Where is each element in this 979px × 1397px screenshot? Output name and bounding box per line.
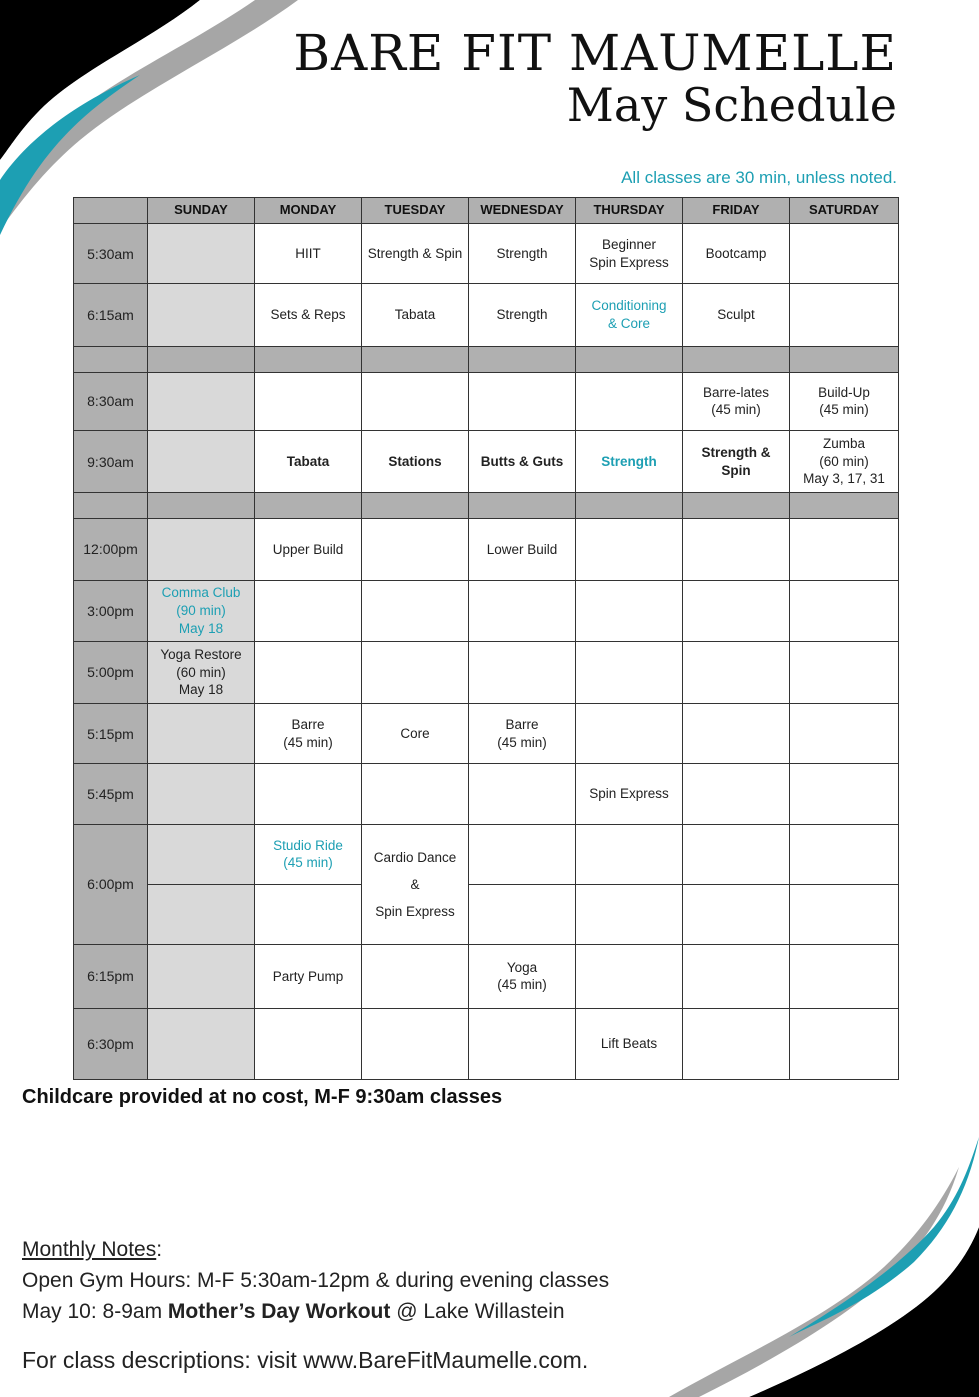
class-cell [790,704,899,764]
table-row [74,885,899,945]
table-row [74,764,899,824]
class-cell [148,824,255,884]
class-cell: Strength & Spin [362,224,469,284]
class-cell [148,885,255,945]
class-cell: Barre (45 min) [469,704,576,764]
class-duration-note: All classes are 30 min, unless noted. [621,168,897,187]
class-cell: HIIT [255,224,362,284]
class-cell [790,519,899,580]
time-cell: 6:15am [74,284,148,346]
monthly-notes-colon: : [156,1238,163,1261]
class-cell [148,224,255,284]
class-cell [576,372,683,430]
monthly-notes-heading-line [22,1234,609,1265]
class-cell: Barre-lates (45 min) [683,372,790,430]
table-row [74,641,899,703]
class-cell: Cardio Dance & Spin Express [362,824,469,945]
class-cell [683,885,790,945]
time-cell: 12:00pm [74,519,148,580]
separator-row [74,346,899,372]
class-cell: Sets & Reps [255,284,362,346]
day-header-monday: MONDAY [255,198,362,224]
table-row [74,1008,899,1079]
class-cell [790,284,899,346]
class-cell [683,764,790,824]
gym-name-title: BARE FIT MAUMELLE [293,24,897,82]
event-line [22,1296,609,1327]
class-cell [576,641,683,703]
class-cell [148,284,255,346]
class-cell: Studio Ride (45 min) [255,824,362,884]
class-cell: Stations [362,431,469,493]
event-name: Mother’s Day Workout [167,1300,391,1323]
class-cell [683,1008,790,1079]
table-row [74,580,899,641]
class-cell: Strength [469,284,576,346]
class-cell [683,704,790,764]
class-cell [790,224,899,284]
class-schedule-table [73,197,899,1080]
time-cell: 6:00pm [74,824,148,945]
schedule-month-title: May Schedule [566,78,897,132]
class-cell: Butts & Guts [469,431,576,493]
class-cell [362,945,469,1008]
class-cell: Zumba (60 min) May 3, 17, 31 [790,431,899,493]
class-cell [148,1008,255,1079]
class-cell: Beginner Spin Express [576,224,683,284]
event-date: May 10: 8-9am [22,1300,168,1323]
class-cell [790,945,899,1008]
time-cell: 5:00pm [74,641,148,703]
class-descriptions-link[interactable]: For class descriptions: visit www.BareFitMaumelle.com. [22,1347,589,1373]
class-cell [255,885,362,945]
class-cell [576,885,683,945]
class-cell: Yoga Restore (60 min) May 18 [148,641,255,703]
class-cell [790,885,899,945]
class-cell [469,1008,576,1079]
class-cell [148,431,255,493]
class-cell [255,372,362,430]
open-gym-hours: Open Gym Hours: M-F 5:30am-12pm & during evening classes [22,1269,610,1292]
class-cell [790,641,899,703]
class-cell [576,824,683,884]
class-cell [469,885,576,945]
class-cell: Barre (45 min) [255,704,362,764]
class-cell: Lower Build [469,519,576,580]
time-cell: 6:30pm [74,1008,148,1079]
class-cell: Core [362,704,469,764]
table-row [74,824,899,884]
day-header-tuesday: TUESDAY [362,198,469,224]
time-cell: 3:00pm [74,580,148,641]
class-cell [362,764,469,824]
class-cell [362,580,469,641]
class-cell [469,372,576,430]
table-row [74,945,899,1008]
class-cell [148,519,255,580]
class-cell [683,580,790,641]
class-cell [790,580,899,641]
class-cell: Yoga (45 min) [469,945,576,1008]
class-cell [255,641,362,703]
class-cell [469,580,576,641]
day-header-friday: FRIDAY [683,198,790,224]
table-row [74,284,899,346]
class-cell [790,824,899,884]
table-row [74,704,899,764]
corner-swoosh-bottom-right [669,1137,979,1397]
class-cell [469,641,576,703]
class-cell [255,764,362,824]
class-cell [148,764,255,824]
class-cell [683,641,790,703]
table-row [74,431,899,493]
table-row [74,224,899,284]
class-cell [576,704,683,764]
event-location: @ Lake Willastein [390,1300,565,1323]
class-cell [362,519,469,580]
childcare-note: Childcare provided at no cost, M-F 9:30am classes [22,1086,503,1108]
class-cell [362,1008,469,1079]
class-cell [469,764,576,824]
class-cell: Upper Build [255,519,362,580]
class-cell [576,519,683,580]
class-cell: Strength [469,224,576,284]
class-cell: Party Pump [255,945,362,1008]
day-header-sunday: SUNDAY [148,198,255,224]
class-cell: Comma Club (90 min) May 18 [148,580,255,641]
class-cell: Sculpt [683,284,790,346]
class-cell [790,1008,899,1079]
header-row [74,198,899,224]
class-cell: Bootcamp [683,224,790,284]
time-cell: 9:30am [74,431,148,493]
day-header-thursday: THURSDAY [576,198,683,224]
class-cell [683,945,790,1008]
class-cell [469,824,576,884]
monthly-notes-heading: Monthly Notes [22,1238,157,1261]
class-cell: Tabata [255,431,362,493]
class-cell [255,580,362,641]
separator-row [74,493,899,519]
time-cell: 5:15pm [74,704,148,764]
table-row [74,372,899,430]
class-cell: Tabata [362,284,469,346]
corner-cell [74,198,148,224]
class-cell [148,704,255,764]
class-cell [683,519,790,580]
time-cell: 5:45pm [74,764,148,824]
class-cell [683,824,790,884]
time-cell: 6:15pm [74,945,148,1008]
day-header-wednesday: WEDNESDAY [469,198,576,224]
class-cell [148,372,255,430]
class-cell: Strength [576,431,683,493]
table-row [74,519,899,580]
day-header-saturday: SATURDAY [790,198,899,224]
class-cell: Spin Express [576,764,683,824]
class-cell [362,372,469,430]
class-cell [148,945,255,1008]
monthly-notes [22,1234,609,1327]
class-cell: Strength & Spin [683,431,790,493]
class-cell: Lift Beats [576,1008,683,1079]
class-cell: Conditioning & Core [576,284,683,346]
class-cell [362,641,469,703]
time-cell: 5:30am [74,224,148,284]
class-cell [790,764,899,824]
class-cell [255,1008,362,1079]
class-cell [576,580,683,641]
class-cell: Build-Up (45 min) [790,372,899,430]
class-cell [576,945,683,1008]
time-cell: 8:30am [74,372,148,430]
